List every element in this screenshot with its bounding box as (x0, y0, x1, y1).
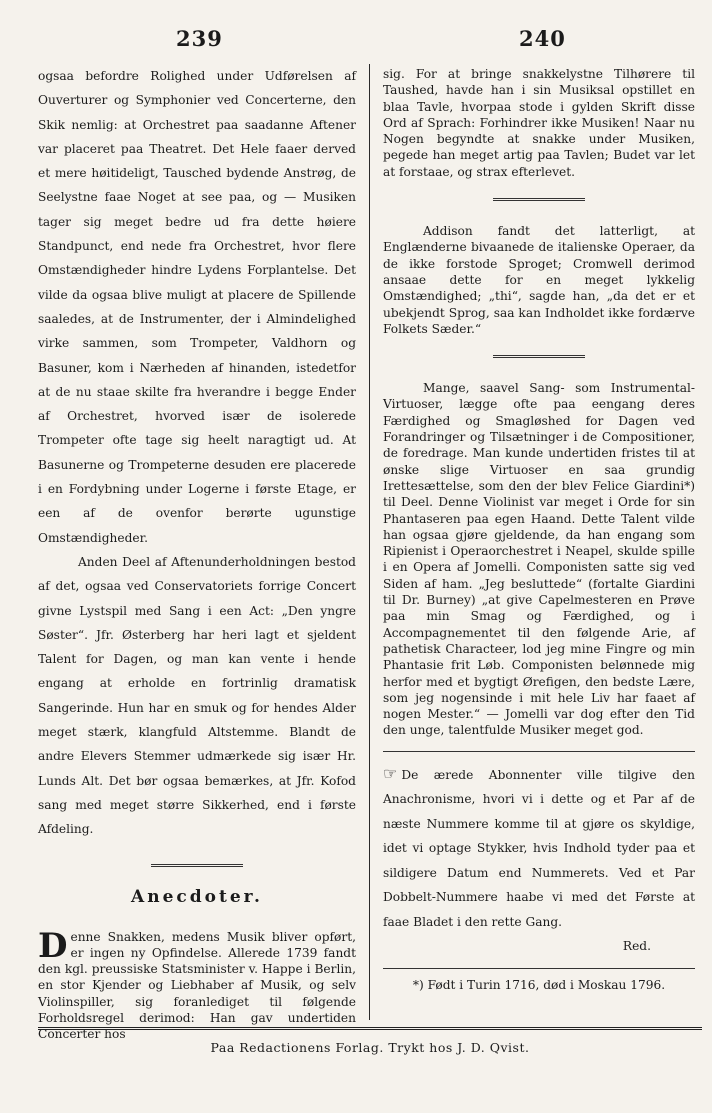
notice-rule (383, 751, 695, 752)
anecdotes-heading: Anecdoter. (131, 886, 263, 907)
left-paragraph-concert-seating: ogsaa befordre Rolighed under Udførelsen af Ouverturer og Symphonier ved Concerterne, den Skik nemlig: at Orchestret paa saadanne Aftener var placeret paa Theatret. Det Hele faaer derved et mere høitideligt, Tausched bydende Anstrøg, de Seelystne faae Noget at see paa, og — Musiken tager sig meget bedre ud fra dette høiere Standpunct, end nede fra Orchestret, hvor flere Omstændigheder hindre Lydens Forplantelse. Det vilde da ogsaa blive muligt at placere de Spillende saaledes, at de Instrumenter, der i Almindelighed virke sammen, som Trompeter, Valdhorn og Basuner, kom i Nærheden af hinanden, istedetfor at de nu staae skilte fra hverandre i begge Ender af Orchestret, hvorved især de isolerede Trompeter ofte tage sig heelt naragtigt ud. At Basunerne og Trompeterne desuden ere placerede i en Fordybning under Logerne i første Etage, er een af de ovenfor berørte ugunstige Omstændigheder. (38, 69, 356, 545)
section-divider (493, 355, 585, 358)
footer-imprint: Paa Redactionens Forlag. Trykt hos J. D. Qvist. (210, 1040, 530, 1055)
footer-rule (38, 1027, 702, 1030)
section-divider (493, 198, 585, 201)
right-paragraph-music-board: sig. For at bringe snakkelystne Tilhørere til Taushed, havde han i sin Musiksal opstillet en blaa Tavle, hvorpaa stode i gylden Skrift disse Ord af Sprach: Forhindrer ikke Musiken! Naar nu Nogen begyndte at snakke under Musiken, pegede han meget artig paa Tavlen; Budet var let at forstaae, og strax efterlevet. (383, 67, 695, 179)
anecdote-text: enne Snakken, medens Musik bliver opført, er ingen ny Opfindelse. Allerede 1739 fandt den kgl. preussiske Statsminister v. Happe i Berlin, en stor Kjender og Liebhaber af Musik, og selv Violinspiller, sig foranlediget til følgende Forholdsregel derimod: Han gav undertiden Concerter hos (38, 929, 356, 1042)
right-paragraph-giardini: Mange, saavel Sang- som Instrumental-Virtuoser, lægge ofte paa eengang deres Færdighed og Smagløshed for Dagen ved Forandringer og Tilsætninger i de Compositioner, de foredrage. Man kunde undertiden fristes til at ønske slige Virtuoser en saa grundig Irettesættelse, som den der blev Felice Giardini*) til Deel. Denne Violinist var meget i Orde for sin Phantaseren paa egen Haand. Dette Talent vilde han ogsaa gjøre gjeldende, da han engang som Ripienist i Operaorchestret i Neapel, skulde spille i en Opera af Jomelli. Componisten satte sig ved Siden af ham. „Jeg besluttede“ (fortalte Giardini til Dr. Burney) „at give Capelmesteren en Prøve paa min Smag og Færdighed, og i Accompagnementet til den følgende Arie, af pathetisk Characteer, lod jeg mine Fingre og min Phantasie frit Løb. Componisten belønnede mig herfor med et bygtigt Ørefigen, den bedste Lære, som jeg nogensinde i mit hele Liv har faaet af nogen Mester.“ — Jomelli var dog efter den Tid den unge, talentfulde Musiker meget god. (383, 381, 695, 738)
anecdote-dropcap: D (38, 925, 68, 966)
pointing-hand-icon: ☞ (383, 763, 398, 783)
right-paragraph-addison: Addison fandt det latterligt, at Englænderne bivaanede de italienske Operaer, da de ikke forstode Sproget; Cromwell derimod ansaae dette for en meget lykkelig Omstændighed; „thi“, sagde han, „da det er et ubekjendt Sprog, saa kan Indholdet ikke fordærve Folkets Sæder.“ (383, 224, 695, 336)
editor-notice (383, 762, 695, 935)
section-divider (151, 864, 243, 867)
left-column (38, 64, 356, 1043)
editor-notice-text: De ærede Abonnenter ville tilgive den Anachronisme, hvori vi i dette og et Par af de næste Nummere komme til at gjøre os skyldige, idet vi optage Stykker, hvis Indhold tyder paa et sildigere Datum end Nummerets. Ved et Par Dobbelt-Nummere haabe vi med det Første at faae Bladet i den rette Gang. (383, 767, 695, 929)
left-paragraph-second-part: Anden Deel af Aftenunderholdningen bestod af det, ogsaa ved Conservatoriets forrige Concert givne Lystspil med Sang i een Act: „Den yngre Søster“. Jfr. Østerberg har heri lagt et sjeldent Talent for Dagen, og man kan vente i hende engang at erholde en fortrinlig dramatisk Sangerinde. Hun har en smuk og for hendes Alder meget stærk, klangfuld Altstemme. Blandt de andre Elevers Stemmer udmærkede sig især Hr. Lunds Alt. Det bør ogsaa bemærkes, at Jfr. Kofod sang med meget større Sikkerhed, end i første Afdeling. (38, 554, 356, 837)
footnote: *) Født i Turin 1716, død i Moskau 1796. (412, 978, 666, 993)
right-column (383, 66, 695, 993)
anecdote-paragraph (38, 925, 356, 1043)
page-number-left: 239 (176, 26, 223, 51)
editor-signature: Red. (622, 939, 651, 954)
page-number-right: 240 (519, 26, 566, 51)
footnote-rule (383, 968, 695, 969)
column-divider (369, 64, 370, 1020)
